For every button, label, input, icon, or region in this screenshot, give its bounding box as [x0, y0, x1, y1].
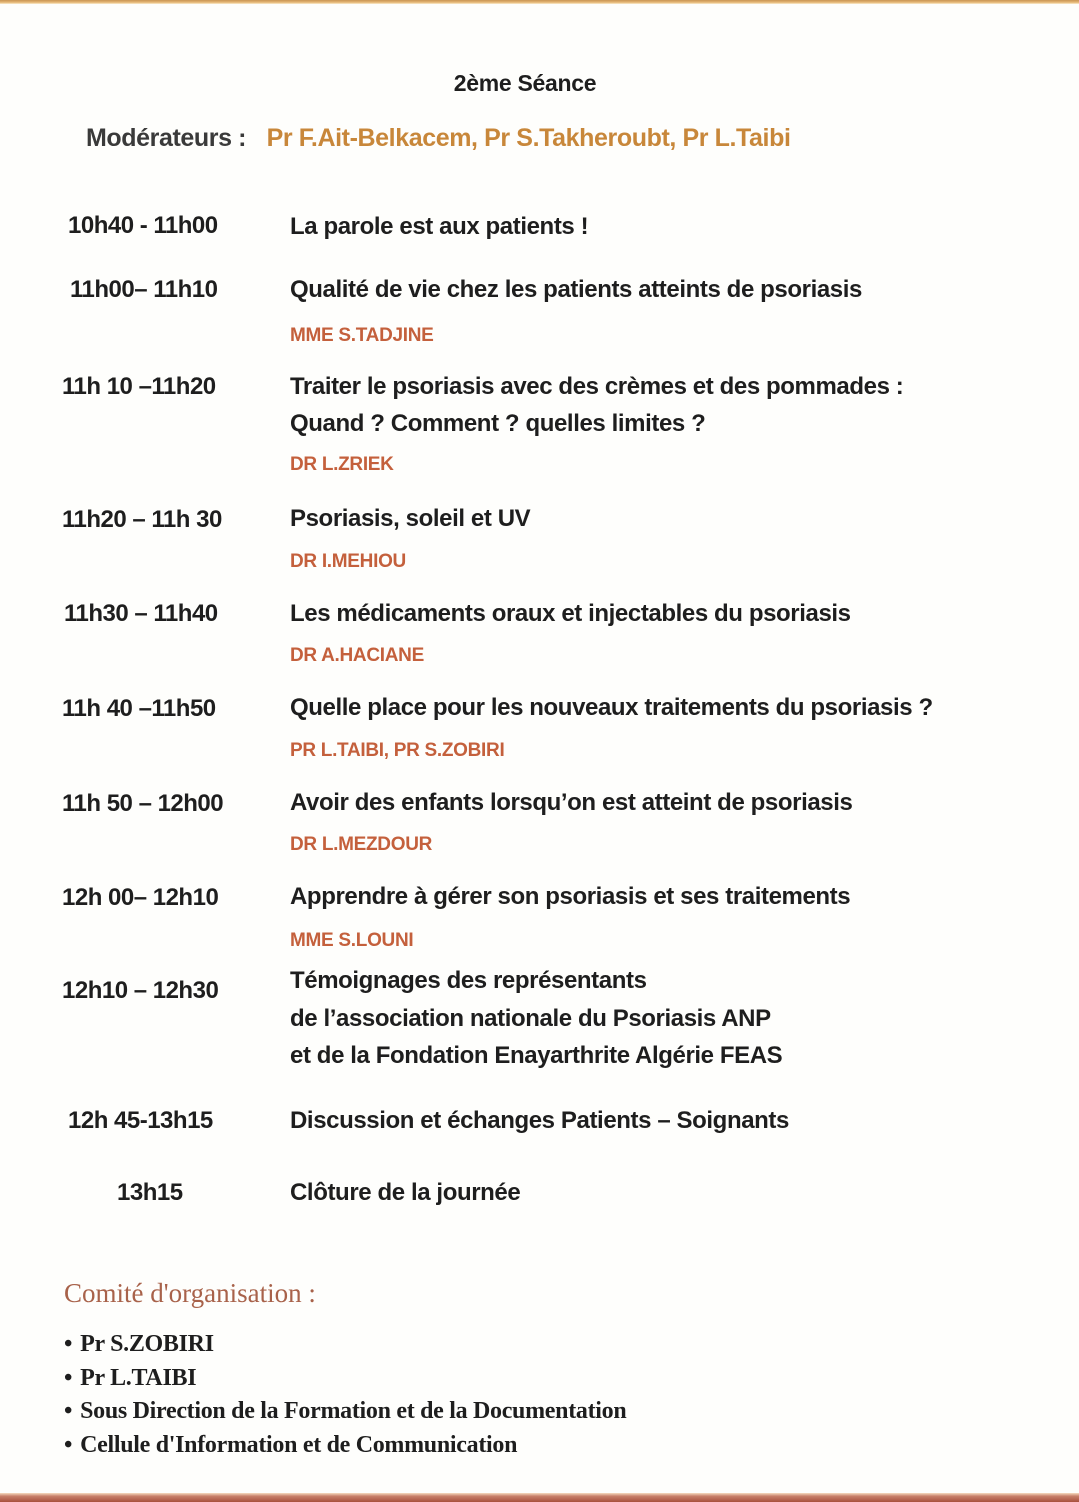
row-time: 12h10 – 12h30 — [62, 977, 219, 1004]
row-title: Quelle place pour les nouveaux traitements du psoriasis ? — [290, 694, 933, 721]
row-title-line: de l’association nationale du Psoriasis ANP — [290, 1005, 771, 1032]
committee-member: • Pr L.TAIBI — [64, 1362, 626, 1396]
committee-member: • Pr S.ZOBIRI — [64, 1328, 626, 1362]
row-speaker: DR I.MEHIOU — [290, 551, 406, 572]
row-time: 11h 10 –11h20 — [62, 373, 216, 400]
committee-title: Comité d'organisation : — [64, 1278, 316, 1308]
row-speaker: DR L.MEZDOUR — [290, 834, 433, 855]
row-title: Clôture de la journée — [290, 1179, 521, 1206]
session-title: 2ème Séance — [453, 70, 597, 96]
row-title: Les médicaments oraux et injectables du psoriasis — [290, 600, 851, 627]
row-title-line: Témoignages des représentants — [290, 967, 647, 994]
moderators-names: Pr F.Ait-Belkacem, Pr S.Takheroubt, Pr L.Taibi — [266, 124, 791, 152]
row-title: Discussion et échanges Patients – Soignants — [290, 1107, 789, 1134]
row-time: 12h 00– 12h10 — [62, 884, 219, 911]
row-title-line: Traiter le psoriasis avec des crèmes et des pommades : — [290, 373, 904, 400]
moderators-line — [86, 124, 791, 153]
row-speaker: DR A.HACIANE — [290, 645, 424, 666]
row-title: Qualité de vie chez les patients atteints de psoriasis — [290, 276, 862, 303]
row-title: Avoir des enfants lorsqu’on est atteint de psoriasis — [290, 789, 853, 816]
bottom-border — [0, 1493, 1079, 1502]
row-time: 11h30 – 11h40 — [64, 600, 218, 627]
row-time: 11h 50 – 12h00 — [62, 790, 224, 817]
row-time: 11h 40 –11h50 — [62, 695, 216, 722]
committee-list — [64, 1328, 626, 1462]
moderators-label: Modérateurs : — [86, 124, 247, 152]
row-title: La parole est aux patients ! — [290, 213, 589, 240]
row-time: 10h40 - 11h00 — [68, 212, 218, 239]
row-title-line: Quand ? Comment ? quelles limites ? — [290, 410, 706, 437]
row-speaker: MME S.LOUNI — [290, 930, 414, 951]
committee-member: • Sous Direction de la Formation et de la Documentation — [64, 1395, 626, 1429]
row-title: Psoriasis, soleil et UV — [290, 505, 531, 532]
row-time: 11h00– 11h10 — [70, 276, 218, 303]
row-speaker: DR L.ZRIEK — [290, 454, 394, 475]
row-speaker: MME S.TADJINE — [290, 325, 434, 346]
row-time: 13h15 — [117, 1179, 183, 1206]
row-time: 11h20 – 11h 30 — [62, 506, 222, 533]
top-border — [0, 0, 1079, 4]
row-speaker: PR L.TAIBI, PR S.ZOBIRI — [290, 740, 505, 761]
committee-member: • Cellule d'Information et de Communication — [64, 1429, 626, 1463]
row-title: Apprendre à gérer son psoriasis et ses traitements — [290, 883, 851, 910]
row-time: 12h 45-13h15 — [68, 1107, 213, 1134]
row-title-line: et de la Fondation Enayarthrite Algérie FEAS — [290, 1042, 783, 1069]
